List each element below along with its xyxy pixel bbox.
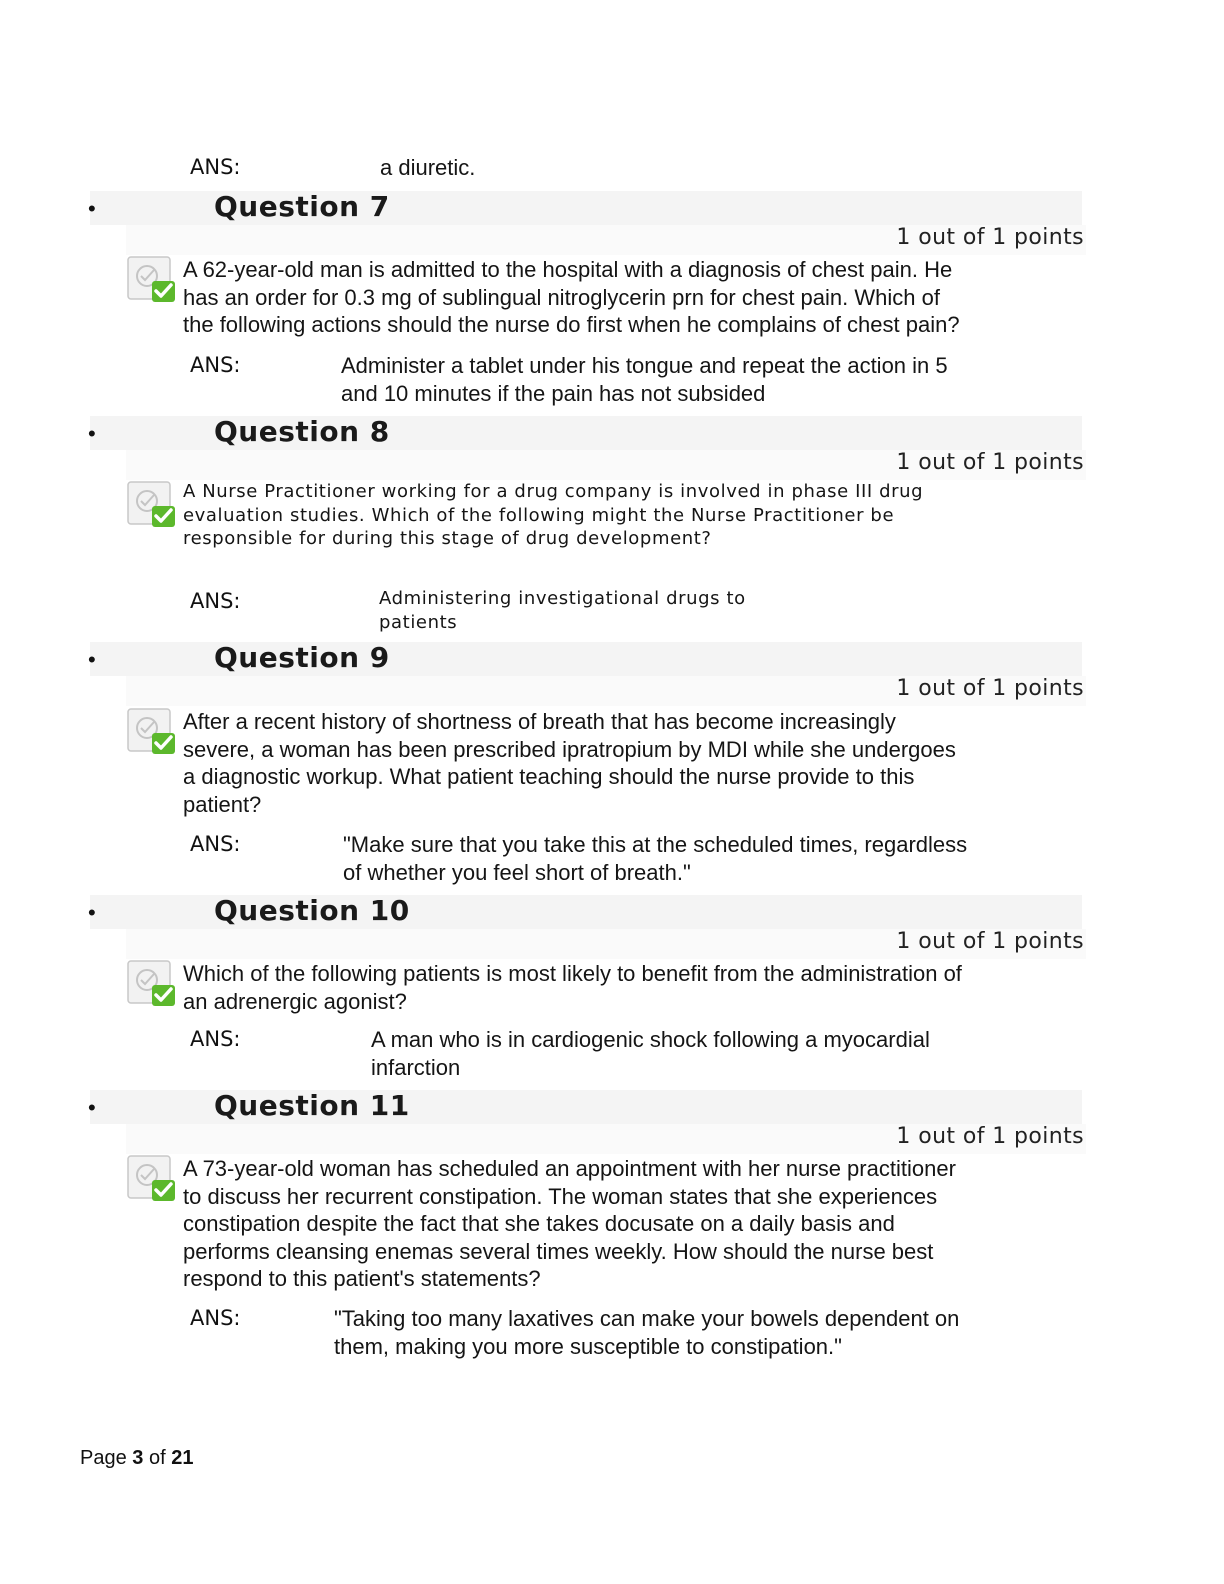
ans-label: ANS: — [190, 832, 241, 856]
question-line: Which of the following patients is most likely to benefit from the administration of — [183, 961, 962, 986]
question-line: to discuss her recurrent constipation. The woman states that she experiences — [183, 1183, 938, 1209]
checkmark-icon — [127, 254, 179, 306]
answer-line: of whether you feel short of breath." — [343, 859, 691, 885]
answer-text — [371, 1026, 930, 1081]
ans-label: ANS: — [190, 353, 241, 377]
question-text — [183, 1155, 956, 1293]
answer-text — [343, 831, 967, 886]
page-footer — [80, 1447, 193, 1470]
answer-line: Administer a tablet under his tongue and repeat the action in 5 — [341, 353, 948, 378]
answer-line: patients — [379, 611, 458, 633]
points-score: 1 out of 1 points — [896, 450, 1084, 475]
answer-text: a diuretic. — [380, 155, 476, 180]
ans-label: ANS: — [190, 1306, 241, 1330]
question-line: A Nurse Practitioner working for a drug company is involved in phase III drug — [183, 481, 924, 502]
question-line: evaluation studies. Which of the following might the Nurse Practitioner be — [183, 504, 895, 526]
answer-line: "Make sure that you take this at the scheduled times, regardless — [343, 832, 968, 857]
answer-line: and 10 minutes if the pain has not subsided — [341, 380, 766, 406]
answer-line: "Taking too many laxatives can make your bowels dependent on — [334, 1306, 960, 1331]
of-word: of — [148, 1447, 166, 1469]
total-pages-number: 21 — [171, 1447, 194, 1469]
answer-line: A man who is in cardiogenic shock following a myocardial — [371, 1027, 930, 1052]
ans-label: ANS: — [190, 155, 241, 179]
question-line: respond to this patient's statements? — [183, 1266, 541, 1291]
points-score: 1 out of 1 points — [896, 1124, 1084, 1149]
page-word: Page — [80, 1447, 127, 1469]
bullet-icon: • — [88, 647, 96, 672]
question-line: an adrenergic agonist? — [183, 988, 407, 1014]
checkmark-icon — [127, 706, 179, 758]
bullet-icon: • — [88, 196, 96, 221]
points-score: 1 out of 1 points — [896, 225, 1084, 250]
answer-line: infarction — [371, 1054, 461, 1080]
question-title: Question 11 — [214, 1089, 410, 1122]
checkmark-icon — [127, 479, 179, 531]
question-title: Question 7 — [214, 190, 390, 223]
question-title: Question 8 — [214, 415, 390, 448]
points-score: 1 out of 1 points — [896, 929, 1084, 954]
answer-text — [334, 1305, 959, 1360]
question-title: Question 9 — [214, 641, 390, 674]
question-line: patient? — [183, 791, 262, 817]
question-line: a diagnostic workup. What patient teaching should the nurse provide to this — [183, 764, 915, 789]
points-score: 1 out of 1 points — [896, 676, 1084, 701]
bullet-icon: • — [88, 1095, 96, 1120]
question-line: has an order for 0.3 mg of sublingual nitroglycerin prn for chest pain. Which of — [183, 284, 940, 310]
question-line: constipation despite the fact that she takes docusate on a daily basis and — [183, 1211, 895, 1236]
checkmark-icon — [127, 958, 179, 1010]
current-page-number: 3 — [132, 1447, 144, 1469]
ans-label: ANS: — [190, 1027, 241, 1051]
bullet-icon: • — [88, 421, 96, 446]
question-line: severe, a woman has been prescribed ipratropium by MDI while she undergoes — [183, 736, 956, 762]
question-line: performs cleansing enemas several times weekly. How should the nurse best — [183, 1238, 934, 1264]
answer-line: Administering investigational drugs to — [379, 588, 746, 609]
question-line: A 62-year-old man is admitted to the hospital with a diagnosis of chest pain. He — [183, 257, 953, 282]
checkmark-icon — [127, 1153, 179, 1205]
answer-line: them, making you more susceptible to constipation." — [334, 1333, 842, 1359]
question-text — [183, 960, 962, 1015]
answer-text — [379, 587, 746, 634]
question-text — [183, 708, 956, 818]
question-title: Question 10 — [214, 894, 410, 927]
question-line: the following actions should the nurse do first when he complains of chest pain? — [183, 312, 960, 337]
bullet-icon: • — [88, 900, 96, 925]
question-text — [183, 256, 960, 339]
question-text — [183, 480, 923, 551]
answer-text — [341, 352, 948, 407]
question-line: A 73-year-old woman has scheduled an appointment with her nurse practitioner — [183, 1156, 956, 1181]
question-line: responsible for during this stage of drug development? — [183, 528, 712, 549]
ans-label: ANS: — [190, 589, 241, 613]
question-line: After a recent history of shortness of breath that has become increasingly — [183, 709, 896, 734]
